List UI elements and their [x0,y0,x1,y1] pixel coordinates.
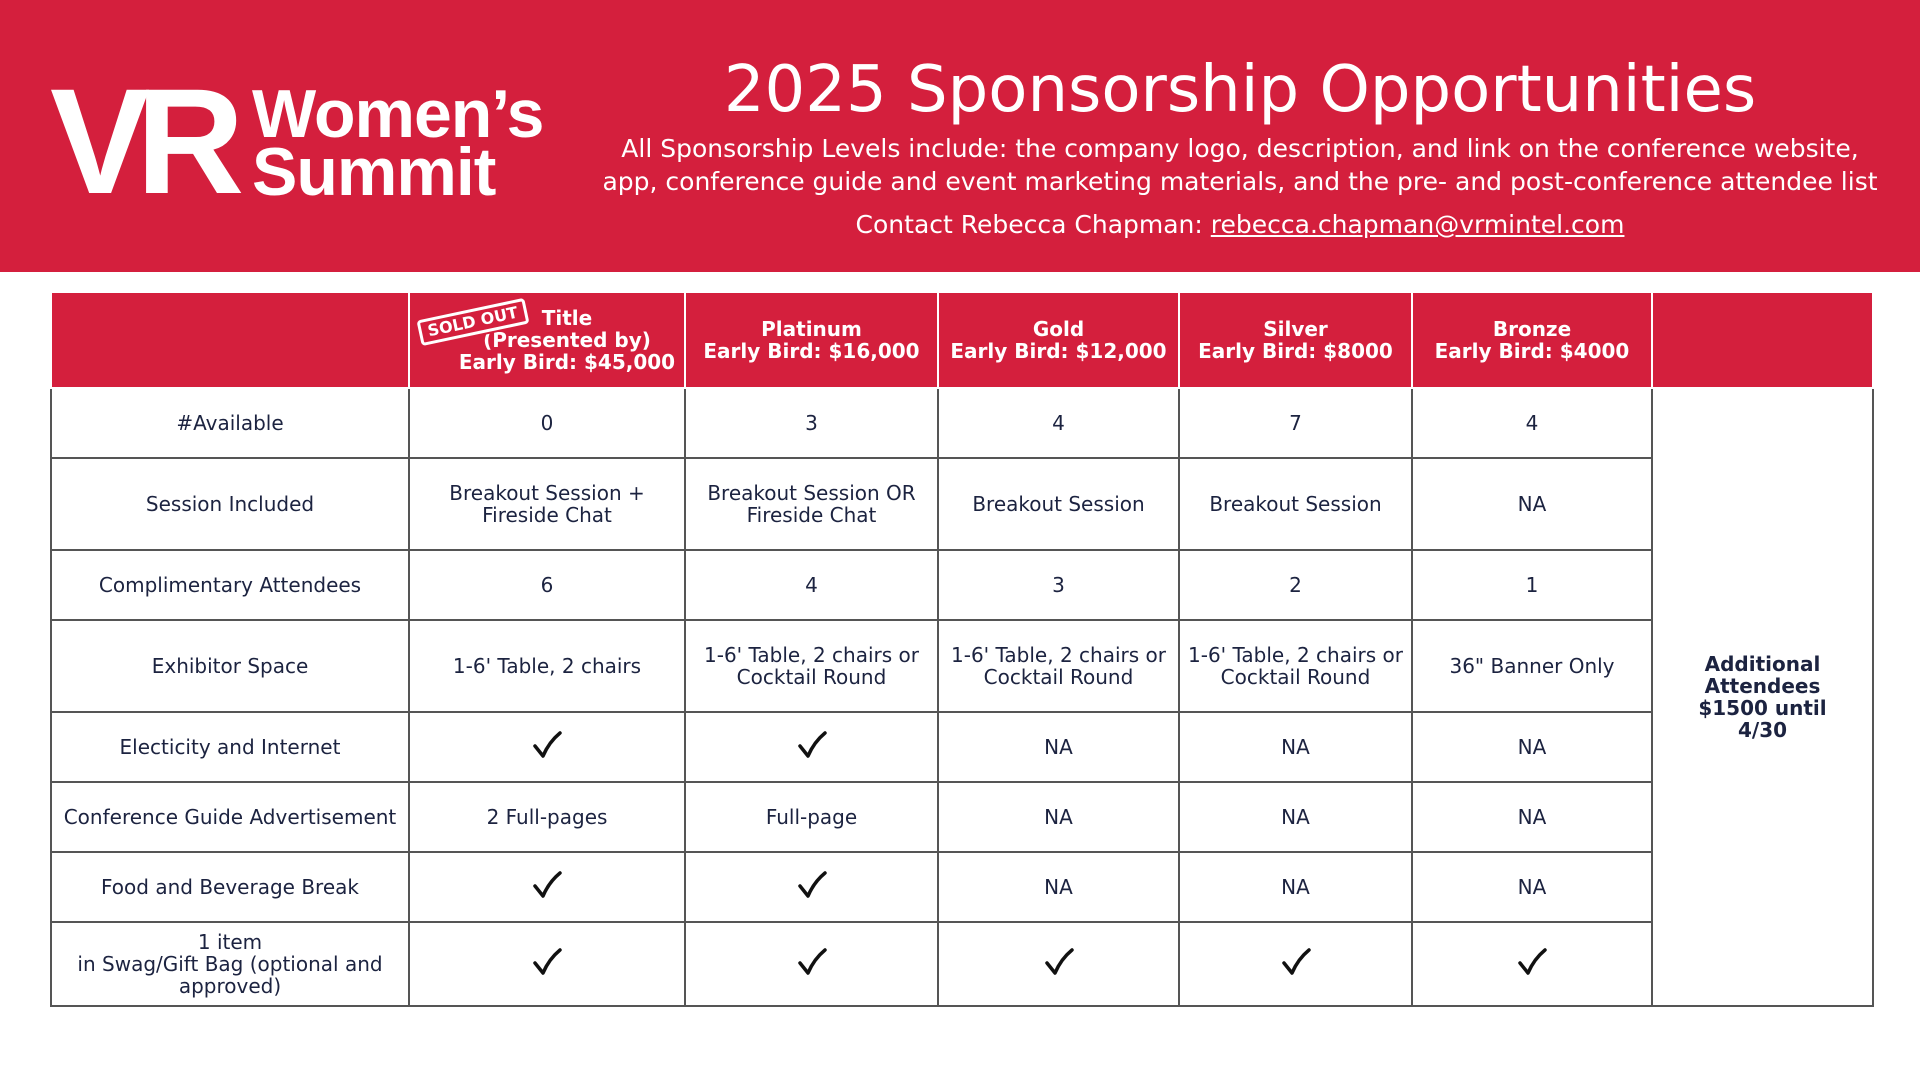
table-cell [1179,852,1412,922]
tier-name: Platinum [761,317,862,341]
cell-value: 6 [540,573,554,597]
tier-name: Silver [1263,317,1328,341]
table-cell [1179,388,1412,458]
table-cell [1412,712,1652,782]
row-label: #Available [51,388,409,458]
logo-vr: VR [50,57,231,225]
row-label: Exhibitor Space [51,620,409,712]
cell-value: 1-6' Table, 2 chairs or Cocktail Round [704,643,919,689]
tier-name: Title [541,306,593,330]
tier-price: Early Bird: $16,000 [703,339,920,363]
table-cell [1179,712,1412,782]
table-cell [409,712,685,782]
header-empty-cell [51,292,409,388]
cell-value: NA [1517,875,1547,899]
cell-value: Breakout Session [972,492,1145,516]
table-cell [685,922,938,1006]
check-icon [532,870,562,900]
check-icon [1517,947,1547,977]
cell-value: Breakout Session OR Fireside Chat [707,481,916,527]
table-cell [685,712,938,782]
table-cell [1412,782,1652,852]
table-row [51,458,1873,550]
tier-price: Early Bird: $12,000 [950,339,1167,363]
cell-value: 1-6' Table, 2 chairs [452,654,642,678]
page-subtitle: All Sponsorship Levels include: the company logo, description, and link on the conference website, app, conference guide and event marketing materials, and the pre- and post-conference attendee list [602,134,1878,196]
table-row [51,782,1873,852]
table-row [51,620,1873,712]
table-cell [409,620,685,712]
header-gold-tier [938,292,1179,388]
logo-line-1: Women’s [252,76,544,152]
table-row [51,922,1873,1006]
table-row [51,550,1873,620]
tier-name: Gold [1032,317,1085,341]
cell-value: NA [1517,805,1547,829]
table-cell [409,782,685,852]
table-cell [938,458,1179,550]
cell-value: NA [1281,805,1310,829]
cell-value: Breakout Session [1209,492,1382,516]
page-title: 2025 Sponsorship Opportunities [723,53,1757,127]
table-cell [1412,458,1652,550]
row-label: Session Included [51,458,409,550]
cell-value: NA [1517,735,1547,759]
table-cell [1412,550,1652,620]
table-cell [685,782,938,852]
row-label: 1 item in Swag/Gift Bag (optional and approved) [51,922,409,1006]
table-cell [1412,852,1652,922]
contact-line [590,208,1890,242]
cell-value: 1 [1525,573,1539,597]
row-label: Electicity and Internet [51,712,409,782]
header-extra-cell [1652,292,1873,388]
table-cell [1412,388,1652,458]
header-platinum-tier [685,292,938,388]
table-cell [685,388,938,458]
sponsorship-table [50,291,1874,1007]
logo-line-2: Summit [252,134,496,210]
cell-value: 36" Banner Only [1449,654,1615,678]
cell-value: 4 [1052,411,1065,435]
table-cell [409,852,685,922]
table-cell [938,922,1179,1006]
table-cell [1412,922,1652,1006]
table-cell [938,620,1179,712]
table-cell [1179,550,1412,620]
cell-value: Breakout Session + Fireside Chat [449,481,645,527]
table-cell [1179,782,1412,852]
table-cell [685,458,938,550]
header-bronze-tier [1412,292,1652,388]
table-cell [685,550,938,620]
table-row [51,388,1873,458]
cell-value: NA [1281,875,1310,899]
cell-value: 3 [805,411,818,435]
table-cell [685,620,938,712]
tier-name: Bronze [1492,317,1572,341]
check-icon [797,870,827,900]
table-cell [409,550,685,620]
sold-out-badge: SOLD OUT [416,298,529,346]
cell-value: 7 [1289,411,1302,435]
row-label: Food and Beverage Break [51,852,409,922]
contact-email-link[interactable]: rebecca.chapman@vrmintel.com [1210,210,1625,239]
cell-value: NA [1044,735,1073,759]
vr-womens-summit-logo [50,57,570,225]
check-icon [797,730,827,760]
table-cell [1179,620,1412,712]
tier-price: Early Bird: $4000 [1434,339,1630,363]
header-banner [0,0,1920,272]
check-icon [1044,947,1074,977]
row-label: Conference Guide Advertisement [51,782,409,852]
table-cell [1179,922,1412,1006]
row-label: Complimentary Attendees [51,550,409,620]
tier-subname: (Presented by) [483,328,651,352]
cell-value: 1-6' Table, 2 chairs or Cocktail Round [951,643,1166,689]
tier-price: Early Bird: $45,000 [458,350,676,374]
header-title-tier [409,292,685,388]
table-cell [938,550,1179,620]
header-silver-tier [1179,292,1412,388]
additional-attendees-note: Additional Attendees $1500 until 4/30 [1652,388,1873,1006]
contact-prefix: Contact Rebecca Chapman: [855,210,1211,239]
check-icon [532,730,562,760]
table-cell [938,852,1179,922]
table-cell [1179,458,1412,550]
cell-value: NA [1044,875,1073,899]
cell-value: 0 [540,411,554,435]
cell-value: NA [1281,735,1310,759]
table-cell [938,388,1179,458]
table-cell [938,782,1179,852]
cell-value: Full-page [765,805,858,829]
table-cell [409,388,685,458]
table-cell [685,852,938,922]
table-row [51,712,1873,782]
table-row [51,852,1873,922]
table-cell [1412,620,1652,712]
cell-value: 4 [805,573,818,597]
check-icon [797,947,827,977]
table-cell [409,922,685,1006]
cell-value: NA [1044,805,1073,829]
cell-value: 3 [1052,573,1065,597]
table-header-row [51,292,1873,388]
cell-value: NA [1517,492,1547,516]
cell-value: 1-6' Table, 2 chairs or Cocktail Round [1188,643,1403,689]
table-cell [409,458,685,550]
check-icon [532,947,562,977]
tier-price: Early Bird: $8000 [1198,339,1393,363]
table-cell [938,712,1179,782]
cell-value: 2 Full-pages [486,805,608,829]
cell-value: 4 [1525,411,1539,435]
check-icon [1281,947,1311,977]
cell-value: 2 [1289,573,1302,597]
